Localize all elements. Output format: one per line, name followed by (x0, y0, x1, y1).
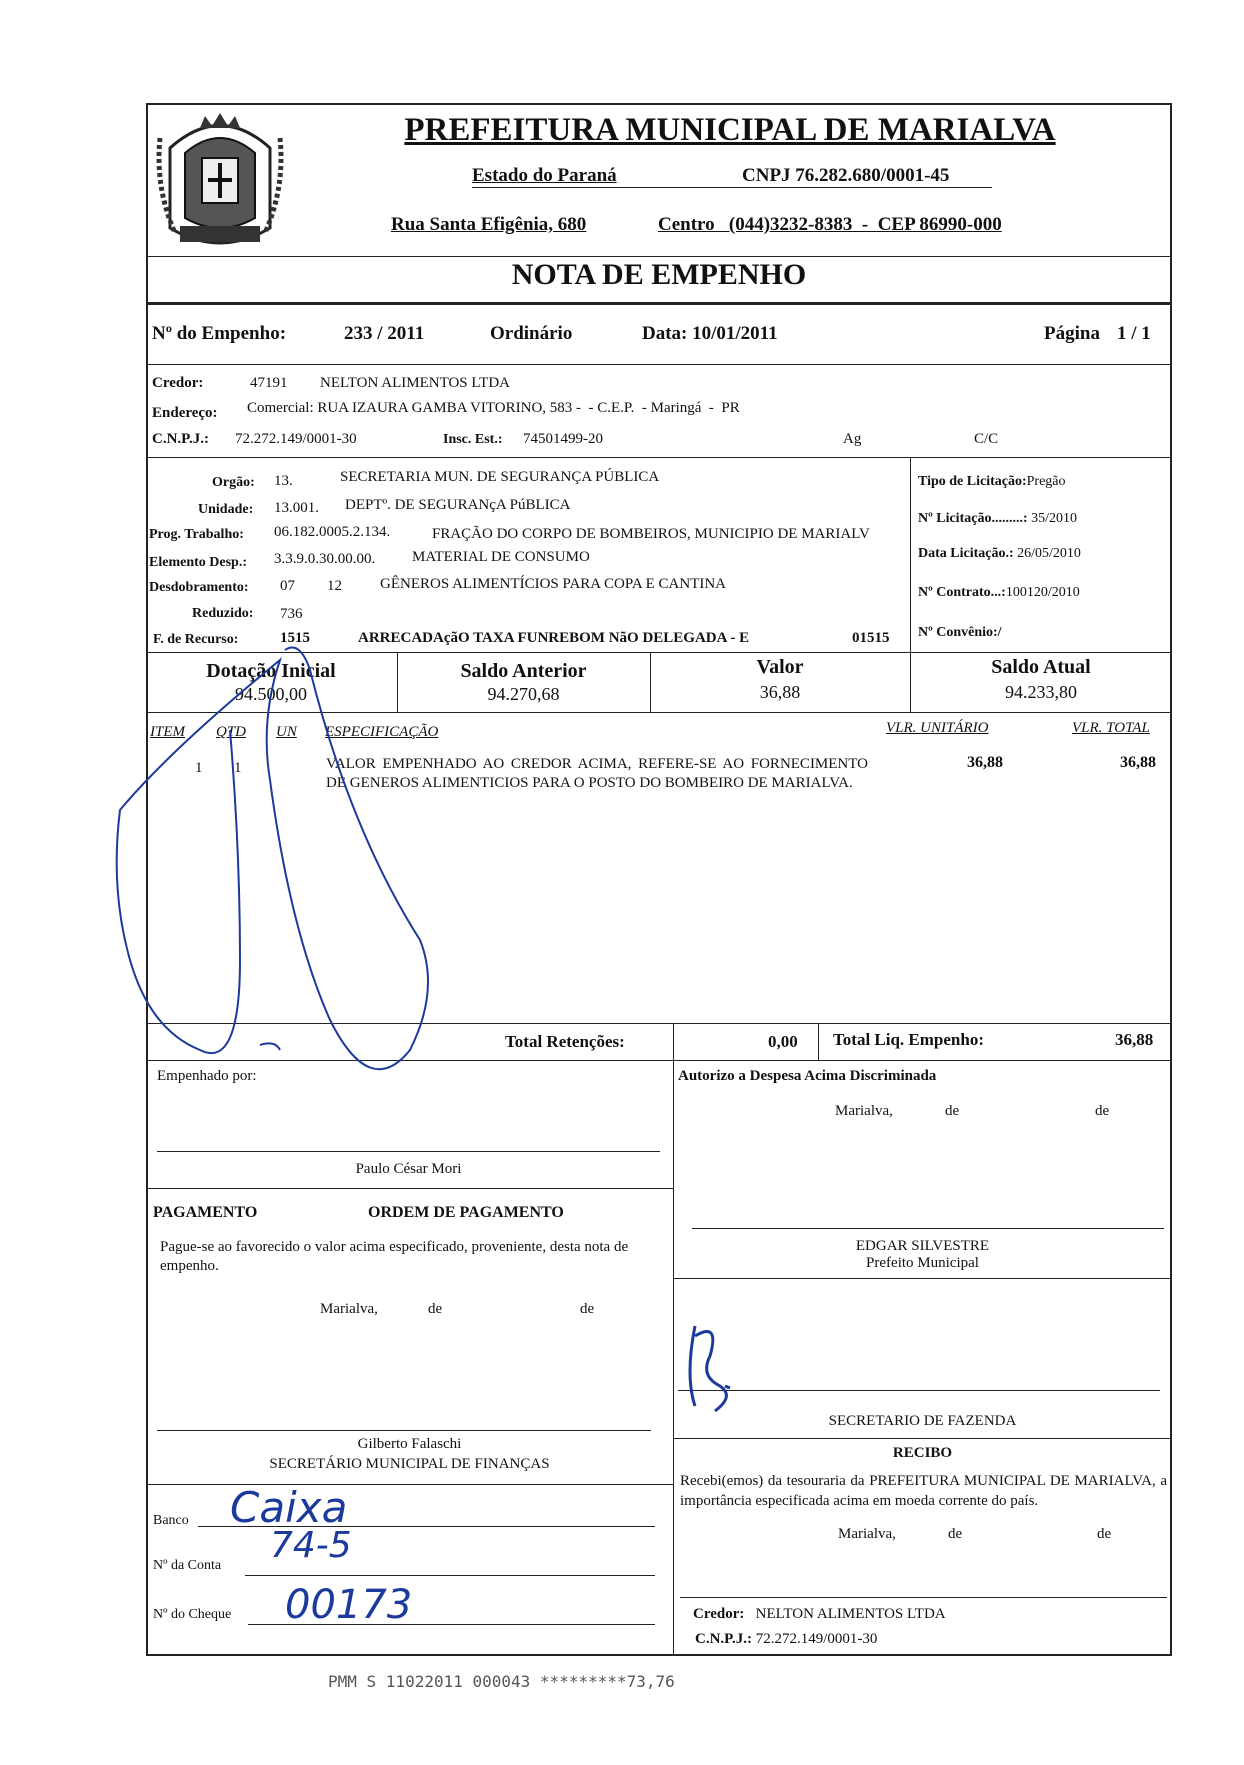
banco-value: Caixa (230, 1483, 348, 1532)
recibo-credor: Credor: NELTON ALIMENTOS LTDA (693, 1606, 946, 1622)
total-liquido-value: 36,88 (1115, 1030, 1154, 1049)
empenho-date: Data: 10/01/2011 (642, 323, 778, 344)
recibo-de1: de (948, 1526, 963, 1542)
autorizo-city: Marialva, (835, 1103, 893, 1119)
dotacao-inicial-label: Dotação Inicial (206, 660, 336, 682)
recurso-label: F. de Recurso: (153, 632, 239, 647)
desdobramento-label: Desdobramento: (149, 580, 249, 595)
divider (910, 457, 911, 653)
divider (146, 457, 1172, 458)
address: Rua Santa Efigênia, 680 (391, 214, 587, 235)
recibo-cnpj: C.N.P.J.: 72.272.149/0001-30 (695, 1631, 878, 1647)
handwritten-initials-mark (680, 1316, 750, 1416)
desdobramento-a: 07 (280, 578, 295, 594)
col-un: UN (276, 724, 297, 740)
ordem-pagamento-label: ORDEM DE PAGAMENTO (368, 1204, 564, 1221)
agency-label: Ag (843, 431, 862, 447)
empenhado-name: Paulo César Mori (355, 1161, 462, 1177)
credor-cnpj: 72.272.149/0001-30 (235, 431, 357, 447)
divider (673, 1278, 1172, 1279)
recibo-label: RECIBO (892, 1445, 953, 1461)
banco-label: Banco (153, 1513, 189, 1528)
divider (146, 1484, 673, 1485)
orgao-value: 13. (274, 473, 293, 489)
signature-line (680, 1597, 1167, 1598)
cheque-label: Nº do Cheque (153, 1607, 232, 1622)
unidade-label: Unidade: (198, 502, 254, 517)
desdobramento-b: 12 (327, 578, 342, 594)
item-specification: VALOR EMPENHADO AO CREDOR ACIMA, REFERE-SE AO FORNECIMENTO DE GENEROS ALIMENTICIOS PARA O POSTO DO BOMBEIRO DE MARIALVA. (326, 756, 868, 791)
divider (146, 302, 1172, 305)
secretario-fazenda: SECRETARIO DE FAZENDA (828, 1413, 1017, 1429)
prefeito-role: Prefeito Municipal (866, 1255, 979, 1271)
col-vlr-total: VLR. TOTAL (1072, 720, 1150, 736)
item-unit-value: 36,88 (967, 754, 1003, 771)
reduzido-value: 736 (280, 606, 303, 622)
credor-label: Credor: (152, 375, 204, 391)
account-label: C/C (974, 431, 999, 447)
recurso-value: 1515 (280, 630, 310, 646)
empenho-label: Nº do Empenho: (152, 323, 287, 344)
prog-value: 06.182.0005.2.134. (274, 524, 391, 540)
licitacao-convenio: Nº Convênio:/ (918, 625, 1002, 640)
empenho-type: Ordinário (490, 323, 573, 344)
item-qtd: 1 (234, 760, 242, 776)
col-item: ITEM (150, 724, 185, 740)
signature-line (692, 1228, 1164, 1229)
signature-line (678, 1390, 1160, 1391)
divider (673, 1023, 674, 1060)
district-phone: Centro (044)3232-8383 - CEP 86990-000 (658, 214, 1002, 235)
col-qtd: QTD (216, 724, 247, 740)
state-underline (472, 187, 992, 188)
banco-line (198, 1526, 655, 1527)
licitacao-data: Data Licitação.: 26/05/2010 (918, 546, 1081, 561)
autorizo-de1: de (945, 1103, 960, 1119)
page-number: 1 / 1 (1117, 323, 1151, 344)
valor-label: Valor (756, 656, 804, 678)
pagamento-de1: de (428, 1301, 443, 1317)
recibo-city: Marialva, (838, 1526, 896, 1542)
endereco-label: Endereço: (152, 405, 218, 421)
page-label: Página (1044, 323, 1100, 344)
cheque-value: 00173 (285, 1582, 413, 1628)
unidade-value: 13.001. (274, 500, 319, 516)
divider (818, 1023, 819, 1060)
saldo-atual-value: 94.233,80 (1005, 682, 1077, 702)
recurso-code: 01515 (852, 630, 890, 646)
credor-name: NELTON ALIMENTOS LTDA (320, 375, 511, 391)
doc-title: NOTA DE EMPENHO (511, 258, 807, 291)
unidade-desc: DEPTº. DE SEGURANçA PúBLICA (345, 497, 571, 513)
prog-desc: FRAÇÃO DO CORPO DE BOMBEIROS, MUNICIPIO DE MARIALV (432, 526, 870, 542)
signature-line (157, 1430, 651, 1431)
cnpj-label: C.N.P.J.: (152, 431, 209, 447)
divider (146, 1188, 673, 1189)
total-liquido-label: Total Liq. Empenho: (833, 1030, 984, 1049)
desdobramento-desc: GÊNEROS ALIMENTÍCIOS PARA COPA E CANTINA (380, 576, 727, 592)
col-vlr-unitario: VLR. UNITÁRIO (886, 720, 989, 736)
prefeito-name: EDGAR SILVESTRE (855, 1238, 990, 1254)
pagamento-text: Pague-se ao favorecido o valor acima especificado, proveniente, desta nota de empenho. (160, 1239, 629, 1274)
col-especificacao: ESPECIFICAÇÃO (325, 724, 439, 740)
valor-value: 36,88 (759, 682, 801, 702)
autorizo-de2: de (1095, 1103, 1110, 1119)
cheque-line (248, 1624, 655, 1625)
licitacao-contrato: Nº Contrato...:100120/2010 (918, 585, 1080, 600)
pagamento-label: PAGAMENTO (153, 1204, 258, 1221)
secretario-financas-role: SECRETÁRIO MUNICIPAL DE FINANÇAS (269, 1456, 550, 1472)
licitacao-tipo: Tipo de Licitação:Pregão (918, 474, 1066, 489)
total-retencoes-value: 0,00 (768, 1032, 798, 1051)
recibo-de2: de (1097, 1526, 1112, 1542)
insc-label: Insc. Est.: (443, 432, 503, 447)
cnpj-header: CNPJ 76.282.680/0001-45 (742, 165, 950, 186)
prog-label: Prog. Trabalho: (149, 527, 244, 542)
elemento-label: Elemento Desp.: (149, 555, 247, 570)
bank-stamp: PMM S 11022011 000043 *********73,76 (328, 1672, 675, 1691)
elemento-desc: MATERIAL DE CONSUMO (412, 549, 590, 565)
empenho-number: 233 / 2011 (344, 323, 425, 344)
page-title: PREFEITURA MUNICIPAL DE MARIALVA (404, 112, 1056, 148)
endereco-value: Comercial: RUA IZAURA GAMBA VITORINO, 583 - - C.E.P. - Maringá - PR (247, 400, 740, 416)
empenhado-label: Empenhado por: (157, 1068, 257, 1084)
insc-value: 74501499-20 (523, 431, 603, 447)
coat-of-arms-logo (150, 108, 290, 258)
handwritten-signature-mark (110, 630, 470, 1170)
divider (146, 256, 1172, 257)
pagamento-city: Marialva, (320, 1301, 378, 1317)
total-retencoes-label: Total Retenções: (505, 1032, 625, 1051)
credor-code: 47191 (250, 375, 288, 391)
dotacao-inicial-value: 94.500,00 (235, 684, 307, 704)
item-total-value: 36,88 (1120, 754, 1156, 771)
conta-value: 74-5 (270, 1525, 352, 1566)
divider (673, 1438, 1172, 1439)
conta-line (245, 1575, 655, 1576)
licitacao-numero: Nº Licitação.........: 35/2010 (918, 511, 1077, 526)
saldo-anterior-value: 94.270,68 (487, 684, 560, 704)
divider (673, 1060, 674, 1656)
state-name: Estado do Paraná (472, 165, 617, 186)
recibo-text: Recebi(emos) da tesouraria da PREFEITURA MUNICIPAL DE MARIALVA, a importância especificada acima em moeda corrente do país. (680, 1473, 1167, 1509)
saldo-atual-label: Saldo Atual (991, 656, 1091, 678)
pagamento-de2: de (580, 1301, 595, 1317)
elemento-value: 3.3.9.0.30.00.00. (274, 551, 376, 567)
conta-label: Nº da Conta (153, 1558, 222, 1573)
secretario-financas-name: Gilberto Falaschi (357, 1436, 462, 1452)
item-number: 1 (195, 760, 203, 776)
orgao-desc: SECRETARIA MUN. DE SEGURANÇA PÚBLICA (340, 469, 660, 485)
recurso-desc: ARRECADAçãO TAXA FUNREBOM NãO DELEGADA - E (358, 630, 750, 646)
divider (146, 364, 1172, 365)
autorizo-label: Autorizo a Despesa Acima Discriminada (678, 1068, 937, 1084)
reduzido-label: Reduzido: (192, 606, 254, 621)
orgao-label: Orgão: (212, 475, 255, 490)
saldo-anterior-label: Saldo Anterior (460, 660, 587, 682)
